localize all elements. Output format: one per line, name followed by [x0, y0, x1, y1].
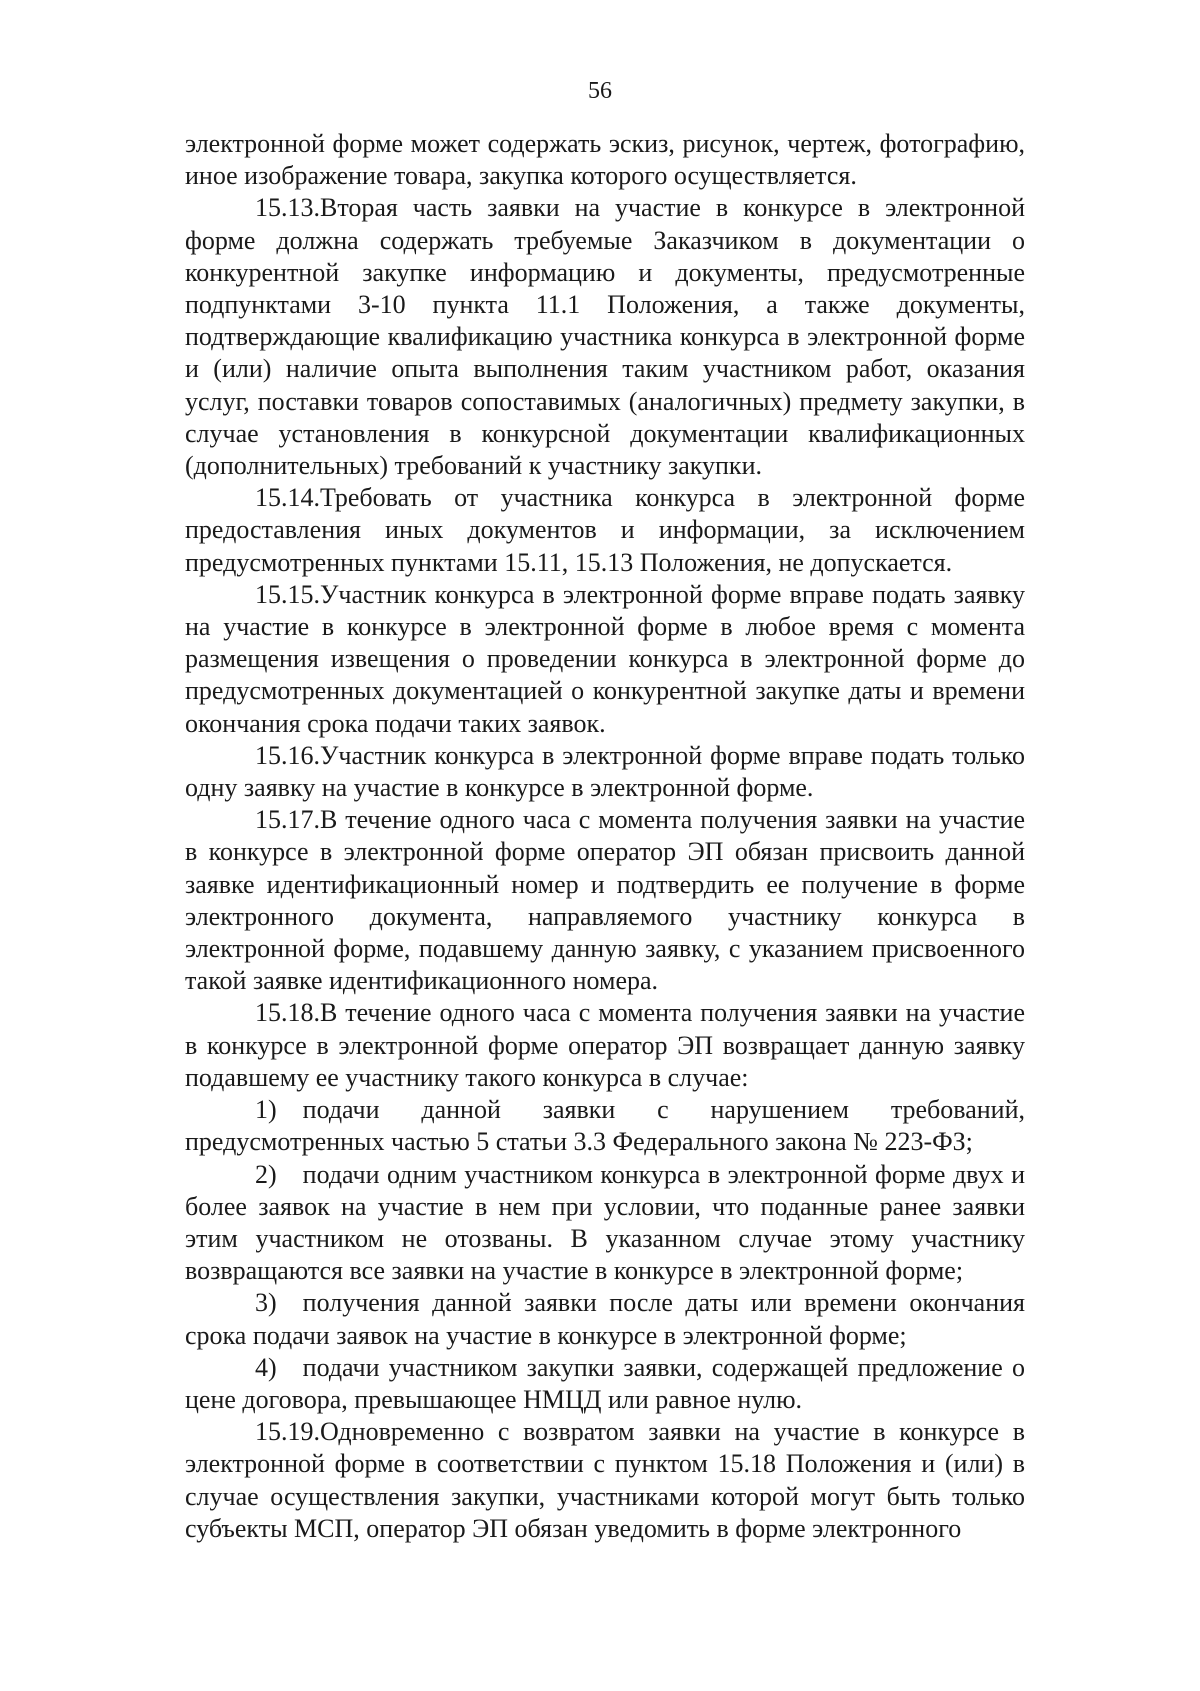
- paragraph-continuation: электронной форме может содержать эскиз, рисунок, чертеж, фотографию, иное изображение товара, закупка которого осуществляется.: [185, 129, 1025, 191]
- list-item-3: 3) получения данной заявки после даты или времени окончания срока подачи заявок на участие в конкурсе в электронной форме;: [185, 1288, 1025, 1350]
- page-number: 56: [588, 78, 612, 104]
- paragraph-15-14: 15.14.Требовать от участника конкурса в электронной форме предоставления иных документов и информации, за исключением предусмотренных пунктами 15.11, 15.13 Положения, не допускается.: [185, 483, 1025, 577]
- document-body: [185, 128, 1025, 1545]
- list-item-1: 1) подачи данной заявки с нарушением требований, предусмотренных частью 5 статьи 3.3 Федерального закона № 223-ФЗ;: [185, 1095, 1025, 1157]
- paragraph-15-13: 15.13.Вторая часть заявки на участие в конкурсе в электронной форме должна содержать требуемые Заказчиком в документации о конкурентной закупке информацию и документы, предусмотренные подпунктами 3-10 пункта 11.1 Положения, а также документы, подтверждающие квалификацию участника конкурса в электронной форме и (или) наличие опыта выполнения таким участником работ, оказания услуг, поставки товаров сопоставимых (аналогичных) предмету закупки, в случае установления в конкурсной документации квалификационных (дополнительных) требований к участнику закупки.: [185, 193, 1025, 481]
- paragraph-15-15: 15.15.Участник конкурса в электронной форме вправе подать заявку на участие в конкурсе в электронной форме в любое время с момента размещения извещения о проведении конкурса в электронной форме до предусмотренных документацией о конкурентной закупке даты и времени окончания срока подачи таких заявок.: [185, 579, 1025, 738]
- paragraph-15-18: 15.18.В течение одного часа с момента получения заявки на участие в конкурсе в электронной форме оператор ЭП возвращает данную заявку подавшему ее участнику такого конкурса в случае:: [185, 998, 1025, 1092]
- list-item-4: 4) подачи участником закупки заявки, содержащей предложение о цене договора, превышающее НМЦД или равное нулю.: [185, 1352, 1025, 1414]
- paragraph-15-17: 15.17.В течение одного часа с момента получения заявки на участие в конкурсе в электронной форме оператор ЭП обязан присвоить данной заявке идентификационный номер и подтвердить ее получение в форме электронного документа, направляемого участнику конкурса в электронной форме, подавшему данную заявку, с указанием присвоенного такой заявке идентификационного номера.: [185, 805, 1025, 996]
- paragraph-15-16: 15.16.Участник конкурса в электронной форме вправе подать только одну заявку на участие в конкурсе в электронной форме.: [185, 740, 1025, 803]
- list-item-2: 2) подачи одним участником конкурса в электронной форме двух и более заявок на участие в нем при условии, что поданные ранее заявки этим участником не отозваны. В указанном случае этому участнику возвращаются все заявки на участие в конкурсе в электронной форме;: [185, 1159, 1025, 1286]
- paragraph-15-19: 15.19.Одновременно с возвратом заявки на участие в конкурсе в электронной форме в соответствии с пунктом 15.18 Положения и (или) в случае осуществления закупки, участниками которой могут быть только субъекты МСП, оператор ЭП обязан уведомить в форме электронного: [185, 1417, 1025, 1543]
